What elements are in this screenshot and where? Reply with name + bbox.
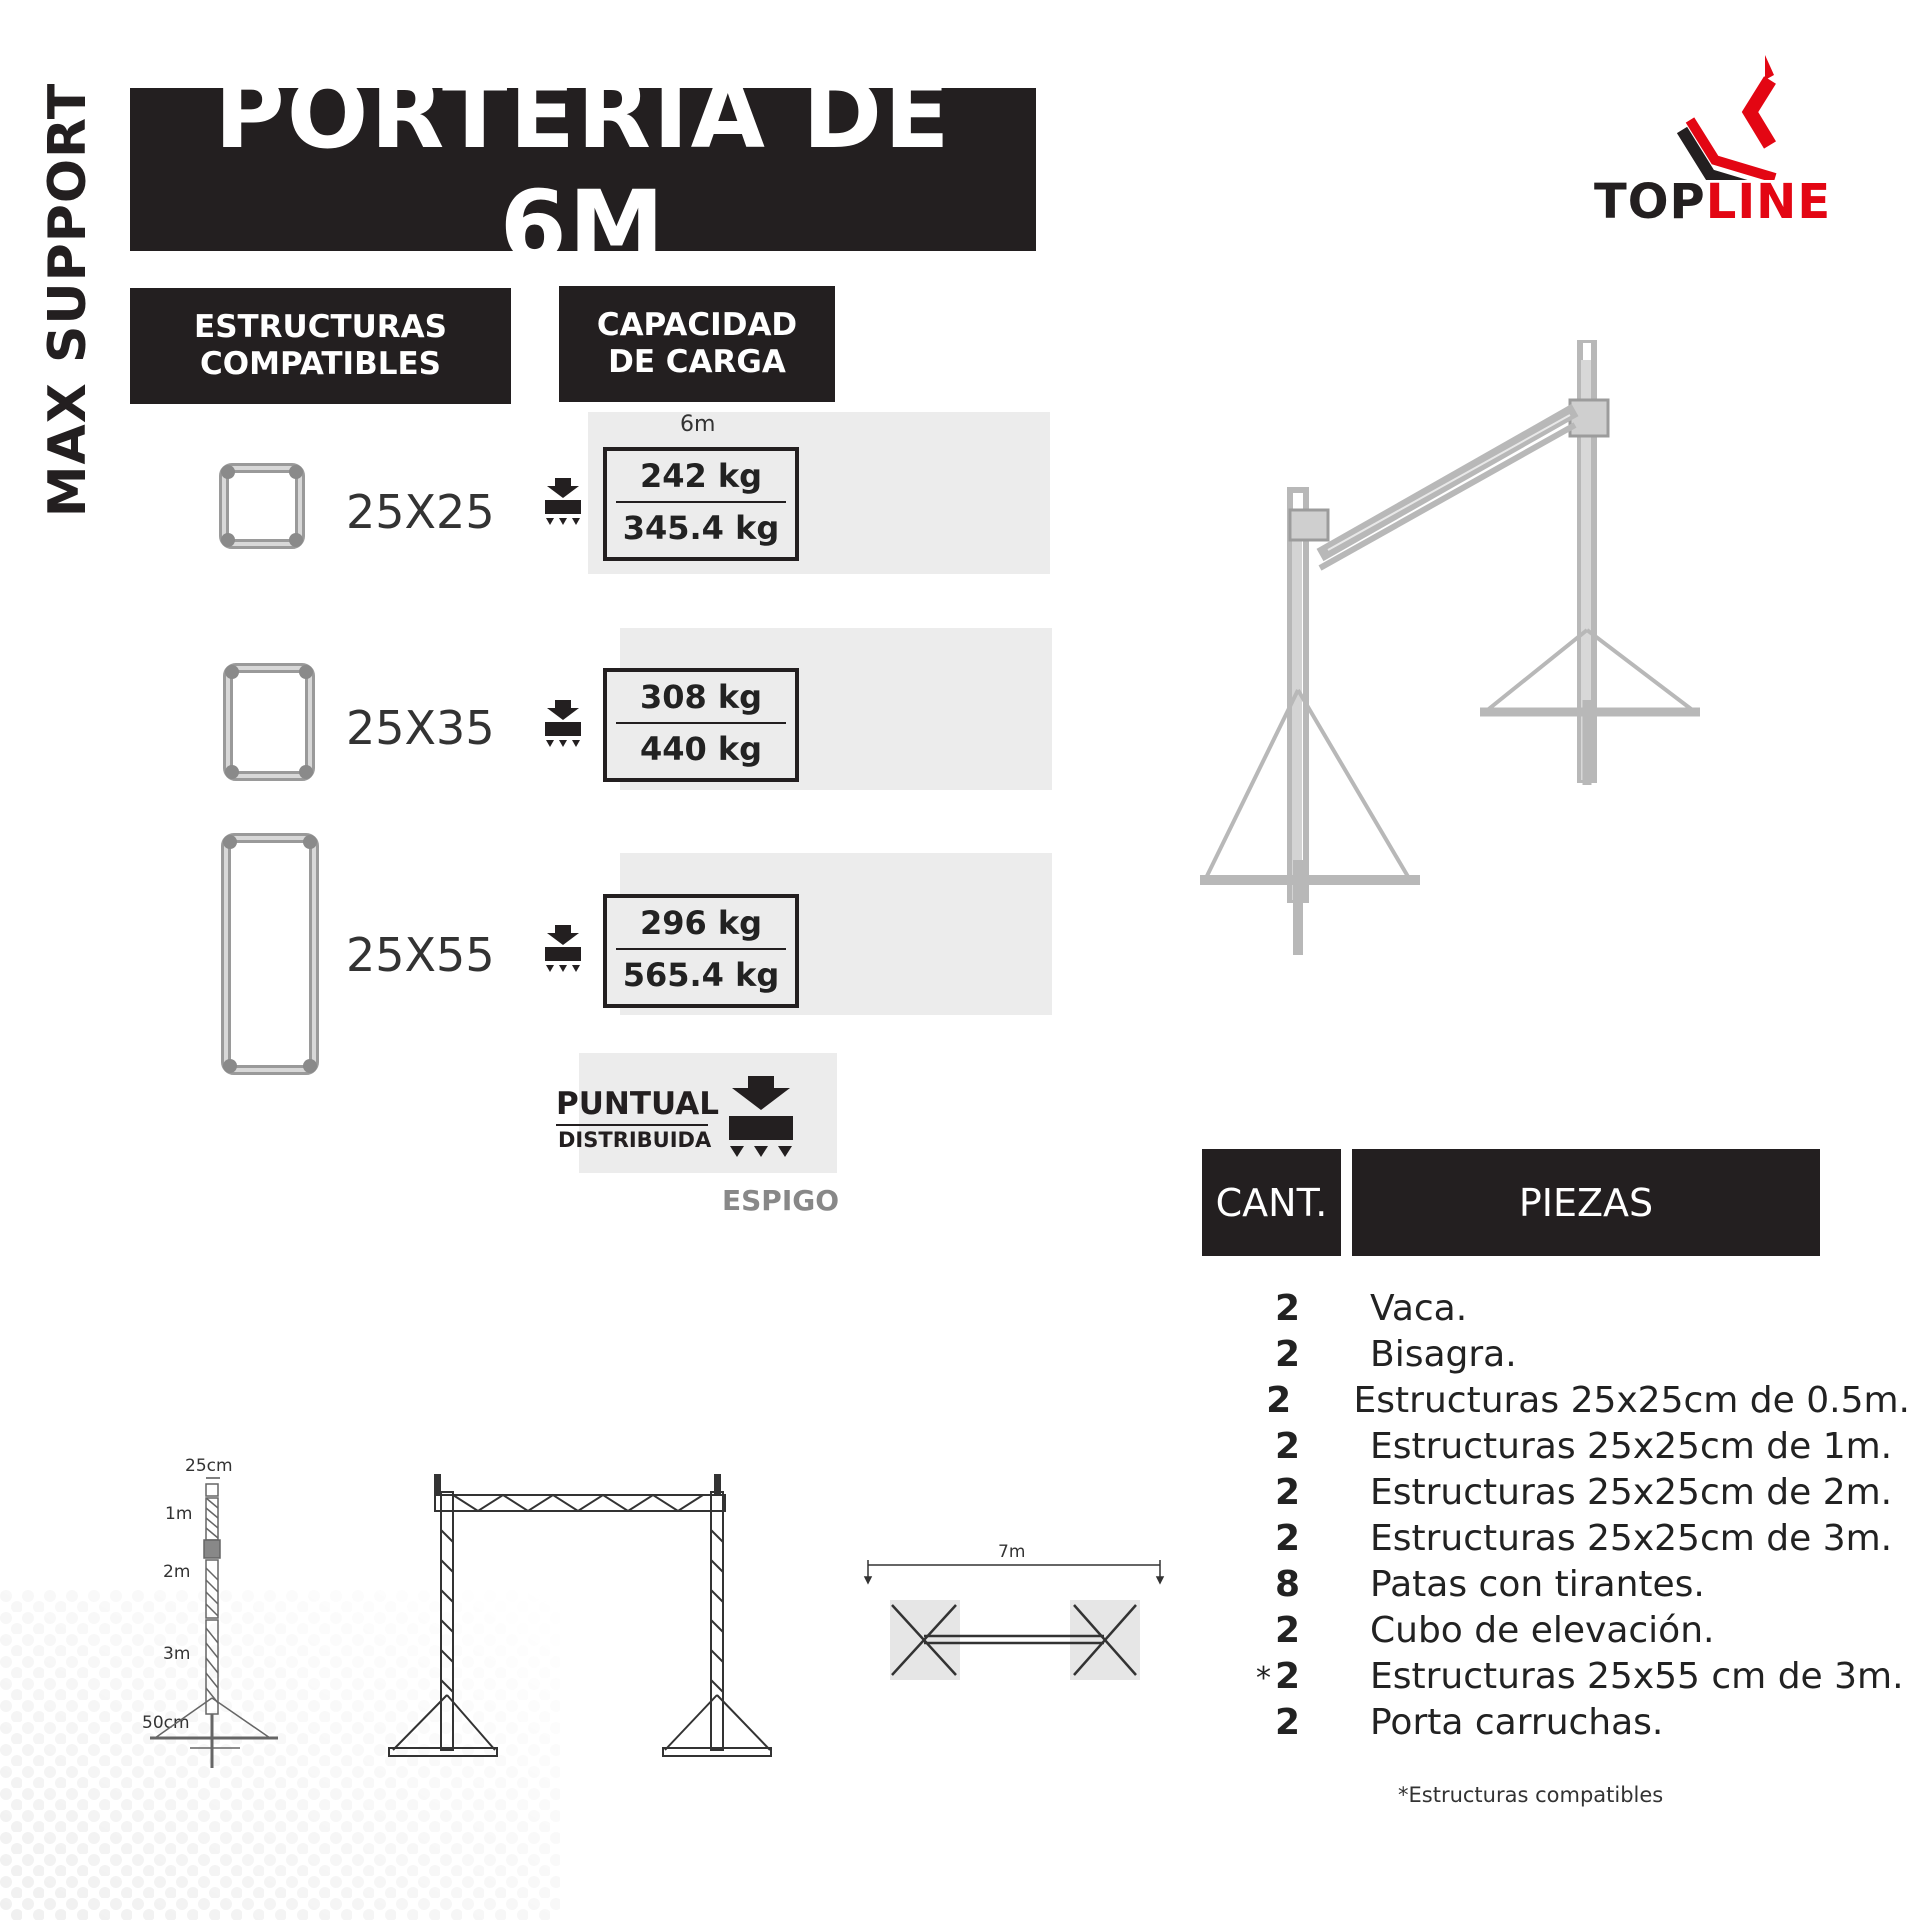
load-type-icon (543, 925, 583, 977)
title-banner (130, 57, 1036, 282)
load-distribuida: 345.4 kg (622, 509, 780, 547)
list-item: 2 Cubo de elevación. (1274, 1609, 1715, 1651)
dim-7m: 7m (998, 1542, 1026, 1562)
load-box (603, 447, 799, 561)
load-type-icon (543, 478, 583, 530)
load-legend-icon (726, 1076, 796, 1162)
list-item: * 2 Estructuras 25x55 cm de 3m. (1255, 1655, 1904, 1697)
section-25x35-icon (222, 662, 316, 782)
gantry-plan-diagram (860, 1535, 1170, 1705)
dim-width: 25cm (185, 1456, 233, 1476)
footnote-mark: * (1255, 1660, 1271, 1696)
structure-name: 25X25 (346, 485, 495, 539)
list-item: 2 Estructuras 25x25cm de 1m. (1274, 1425, 1893, 1467)
dim-50cm: 50cm (142, 1713, 190, 1733)
structure-name: 25X35 (346, 701, 495, 755)
legend-divider (556, 1124, 708, 1126)
list-item: 2 Vaca. (1274, 1287, 1468, 1329)
brand-top: TOP (1594, 174, 1706, 230)
list-item: 2 Estructuras 25x25cm de 0.5m. (1266, 1379, 1910, 1421)
header-estructuras: ESTRUCTURAS COMPATIBLES (130, 288, 511, 404)
header-capacidad: CAPACIDAD DE CARGA (559, 286, 835, 402)
load-type-icon (543, 700, 583, 752)
parts-header-qty: CANT. (1202, 1149, 1341, 1256)
list-item: 2 Bisagra. (1274, 1333, 1517, 1375)
list-item: 8 Patas con tirantes. (1274, 1563, 1705, 1605)
gantry-front-diagram (385, 1470, 775, 1770)
list-item: 2 Estructuras 25x25cm de 3m. (1274, 1517, 1893, 1559)
dim-2m: 2m (163, 1562, 191, 1582)
legend-distribuida: DISTRIBUIDA (558, 1128, 712, 1152)
dim-3m: 3m (163, 1644, 191, 1664)
section-25x55-icon (220, 832, 320, 1076)
load-box (603, 668, 799, 782)
structure-name: 25X55 (346, 928, 495, 982)
load-puntual: 296 kg (639, 904, 763, 942)
side-label: MAX SUPPORT (38, 82, 98, 518)
legend-espigo: ESPIGO (722, 1184, 840, 1217)
truss-gantry-illustration (1180, 340, 1740, 980)
logo-mark-icon (1590, 50, 1870, 180)
tower-elevation-diagram (130, 1448, 290, 1778)
brand-logo (1590, 50, 1870, 230)
parts-header-piece: PIEZAS (1352, 1149, 1820, 1256)
load-puntual: 308 kg (639, 678, 763, 716)
load-box (603, 894, 799, 1008)
dim-1m: 1m (165, 1504, 193, 1524)
section-25x25-icon (218, 462, 306, 550)
parts-list (1220, 1285, 1910, 1745)
span-label: 6m (680, 412, 716, 437)
legend-puntual: PUNTUAL (556, 1086, 719, 1122)
load-distribuida: 565.4 kg (622, 956, 780, 994)
brand-line: LINE (1705, 174, 1832, 230)
load-distribuida: 440 kg (639, 730, 763, 768)
footnote: *Estructuras compatibles (1398, 1783, 1664, 1807)
page-title: PORTERÍA DE 6M (214, 57, 952, 282)
load-puntual: 242 kg (639, 457, 763, 495)
list-item: 2 Estructuras 25x25cm de 2m. (1274, 1471, 1893, 1513)
list-item: 2 Porta carruchas. (1274, 1701, 1664, 1743)
